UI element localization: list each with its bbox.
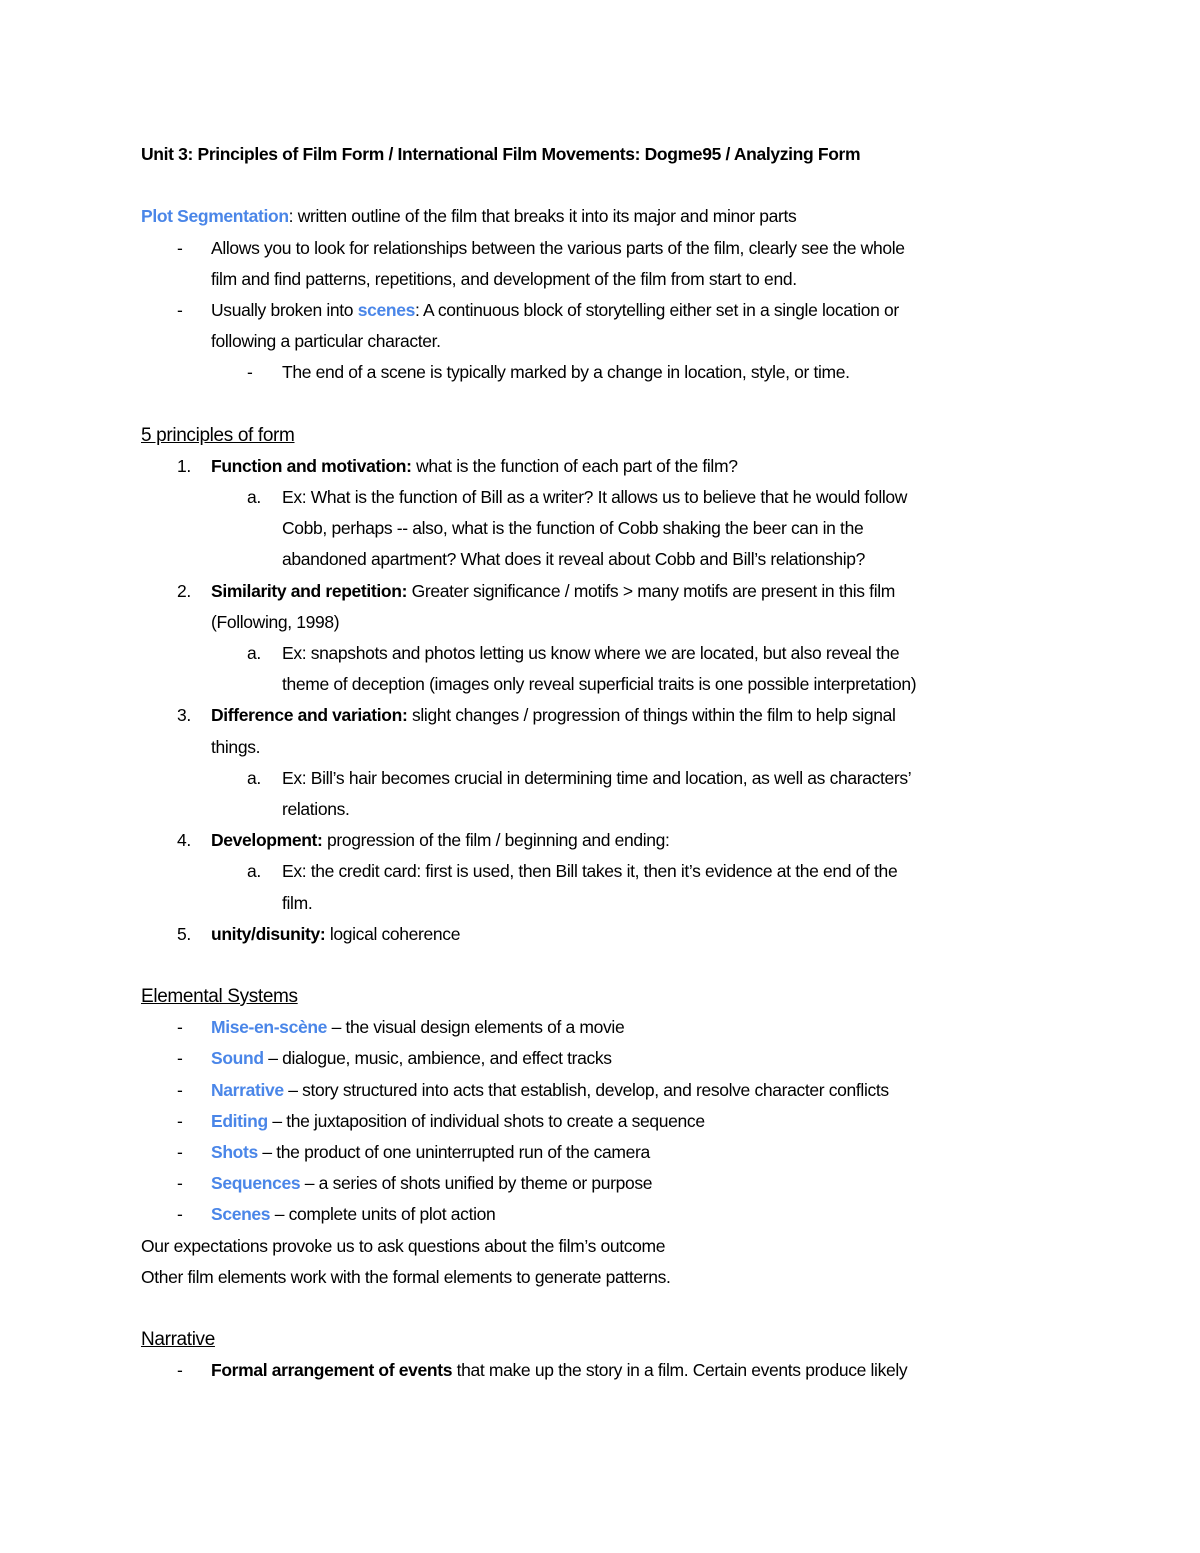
item-text: logical coherence: [325, 923, 461, 944]
list-item: [141, 1355, 1071, 1386]
sub-item-line: [141, 544, 1071, 575]
sub-item-text: film.: [282, 892, 313, 913]
sub-item-line: [141, 856, 1071, 887]
principles-section: [141, 420, 1071, 950]
term-scenes: Scenes: [211, 1204, 271, 1225]
list-item: [141, 357, 1071, 388]
bold-term: Formal arrangement of events: [211, 1360, 453, 1381]
item-number: 2.: [177, 580, 191, 601]
item-text: progression of the film / beginning and ending:: [322, 830, 670, 851]
bullet-dash: -: [177, 1142, 183, 1162]
term-sound: Sound: [211, 1048, 264, 1069]
list-item: [141, 1043, 1071, 1074]
term-sequences: Sequences: [211, 1173, 301, 1194]
list-item-text: Allows you to look for relationships between the various parts of the film, clearly see the whole: [211, 237, 905, 258]
list-item-text: – dialogue, music, ambience, and effect tracks: [263, 1048, 612, 1069]
numbered-item: [141, 700, 1071, 731]
term-narrative: Narrative: [211, 1079, 284, 1100]
item-continuation: [141, 732, 1071, 763]
list-item-text: – story structured into acts that establish, develop, and resolve character conflicts: [283, 1079, 889, 1100]
numbered-item: [141, 919, 1071, 950]
elemental-systems-section: [141, 981, 1071, 1293]
plot-segmentation-section: [141, 201, 1071, 388]
sub-item-letter: a.: [247, 643, 261, 663]
sub-item-text: Ex: What is the function of Bill as a writer? It allows us to believe that he would follow: [282, 487, 908, 508]
list-item-text: that make up the story in a film. Certain events produce likely: [452, 1360, 908, 1381]
sub-item-line: [141, 513, 1071, 544]
item-number: 3.: [177, 705, 191, 726]
sub-item-line: [141, 669, 1071, 700]
note-text: Our expectations provoke us to ask questions about the film’s outcome: [141, 1235, 666, 1256]
list-item: [141, 1199, 1071, 1230]
item-text: what is the function of each part of the film?: [411, 455, 738, 476]
bold-term: Similarity and repetition:: [211, 580, 408, 601]
bullet-dash: -: [177, 1017, 183, 1038]
note-text: Other film elements work with the formal elements to generate patterns.: [141, 1266, 671, 1287]
sub-item-line: [141, 794, 1071, 825]
bold-term: unity/disunity:: [211, 923, 326, 944]
plot-segmentation-definition: : written outline of the film that breaks it into its major and minor parts: [288, 206, 797, 227]
section-heading: 5 principles of form: [141, 424, 295, 446]
item-number: 1.: [177, 455, 191, 476]
bold-term: Development:: [211, 830, 323, 851]
bullet-dash: -: [177, 1079, 183, 1100]
list-item: [141, 233, 1071, 264]
numbered-item: [141, 451, 1071, 482]
sub-item-line: [141, 482, 1071, 513]
document-title: Unit 3: Principles of Film Form / International Film Movements: Dogme95 / Analyzing Form: [141, 144, 861, 164]
item-text: Greater significance / motifs > many motifs are present in this film: [407, 580, 895, 601]
list-item: [141, 1106, 1071, 1137]
sub-item-letter: a.: [247, 861, 261, 882]
list-item-text: following a particular character.: [211, 331, 441, 352]
term-shots: Shots: [211, 1142, 258, 1162]
list-item: [141, 1137, 1071, 1168]
bullet-dash: -: [247, 362, 253, 383]
sub-item-text: Ex: the credit card: first is used, then Bill takes it, then it’s evidence at the end of the: [282, 861, 898, 882]
list-item-text: – the visual design elements of a movie: [327, 1017, 625, 1038]
list-item-text: film and find patterns, repetitions, and development of the film from start to end.: [211, 268, 797, 289]
term-plot-segmentation: Plot Segmentation: [141, 206, 289, 227]
section-heading: Elemental Systems: [141, 986, 298, 1008]
list-item-text: – the juxtaposition of individual shots to create a sequence: [267, 1110, 705, 1131]
sub-item-line: [141, 763, 1071, 794]
item-text: things.: [211, 736, 261, 757]
sub-item-text: theme of deception (images only reveal superficial traits is one possible interpretation): [282, 674, 917, 695]
bold-term: Difference and variation:: [211, 705, 408, 726]
bullet-dash: -: [177, 237, 183, 258]
bullet-dash: -: [177, 1360, 183, 1381]
sub-item-text: Ex: Bill’s hair becomes crucial in determining time and location, as well as characters’: [282, 767, 912, 788]
list-item: [141, 1168, 1071, 1199]
list-item-text: – a series of shots unified by theme or purpose: [300, 1173, 653, 1194]
list-item-text: : A continuous block of storytelling either set in a single location or: [414, 299, 899, 320]
term-mise-en-sc-ne: Mise-en-scène: [211, 1017, 328, 1038]
bold-term: Function and motivation:: [211, 455, 412, 476]
sub-item-letter: a.: [247, 767, 261, 788]
list-item: [141, 1075, 1071, 1106]
list-item: [141, 1012, 1071, 1043]
bullet-dash: -: [177, 1204, 183, 1225]
bullet-dash: -: [177, 1110, 183, 1131]
numbered-item: [141, 576, 1071, 607]
bullet-dash: -: [177, 1048, 183, 1069]
sub-item-letter: a.: [247, 487, 261, 508]
section-heading: Narrative: [141, 1329, 215, 1351]
item-text: slight changes / progression of things within the film to help signal: [407, 705, 896, 726]
term-scenes: scenes: [357, 299, 415, 320]
item-text: (Following, 1998): [211, 611, 340, 632]
sub-item-line: [141, 638, 1071, 669]
narrative-section: [141, 1324, 1071, 1386]
sub-item-text: Ex: snapshots and photos letting us know where we are located, but also reveal the: [282, 643, 900, 663]
term-editing: Editing: [211, 1110, 268, 1131]
list-item-text: Usually broken into: [211, 299, 358, 320]
list-item-text: – complete units of plot action: [270, 1204, 496, 1225]
bullet-dash: -: [177, 299, 183, 320]
list-item: [141, 295, 1071, 326]
item-continuation: [141, 607, 1071, 638]
list-item-text: – the product of one uninterrupted run of the camera: [257, 1142, 650, 1162]
item-number: 4.: [177, 830, 191, 851]
bullet-dash: -: [177, 1173, 183, 1194]
list-item-text: The end of a scene is typically marked by a change in location, style, or time.: [282, 362, 850, 383]
sub-item-text: abandoned apartment? What does it reveal about Cobb and Bill’s relationship?: [282, 549, 866, 570]
document-page: [141, 139, 1071, 1387]
sub-item-text: Cobb, perhaps -- also, what is the function of Cobb shaking the beer can in the: [282, 518, 864, 539]
numbered-item: [141, 825, 1071, 856]
sub-item-line: [141, 888, 1071, 919]
sub-item-text: relations.: [282, 798, 350, 819]
item-number: 5.: [177, 923, 191, 944]
